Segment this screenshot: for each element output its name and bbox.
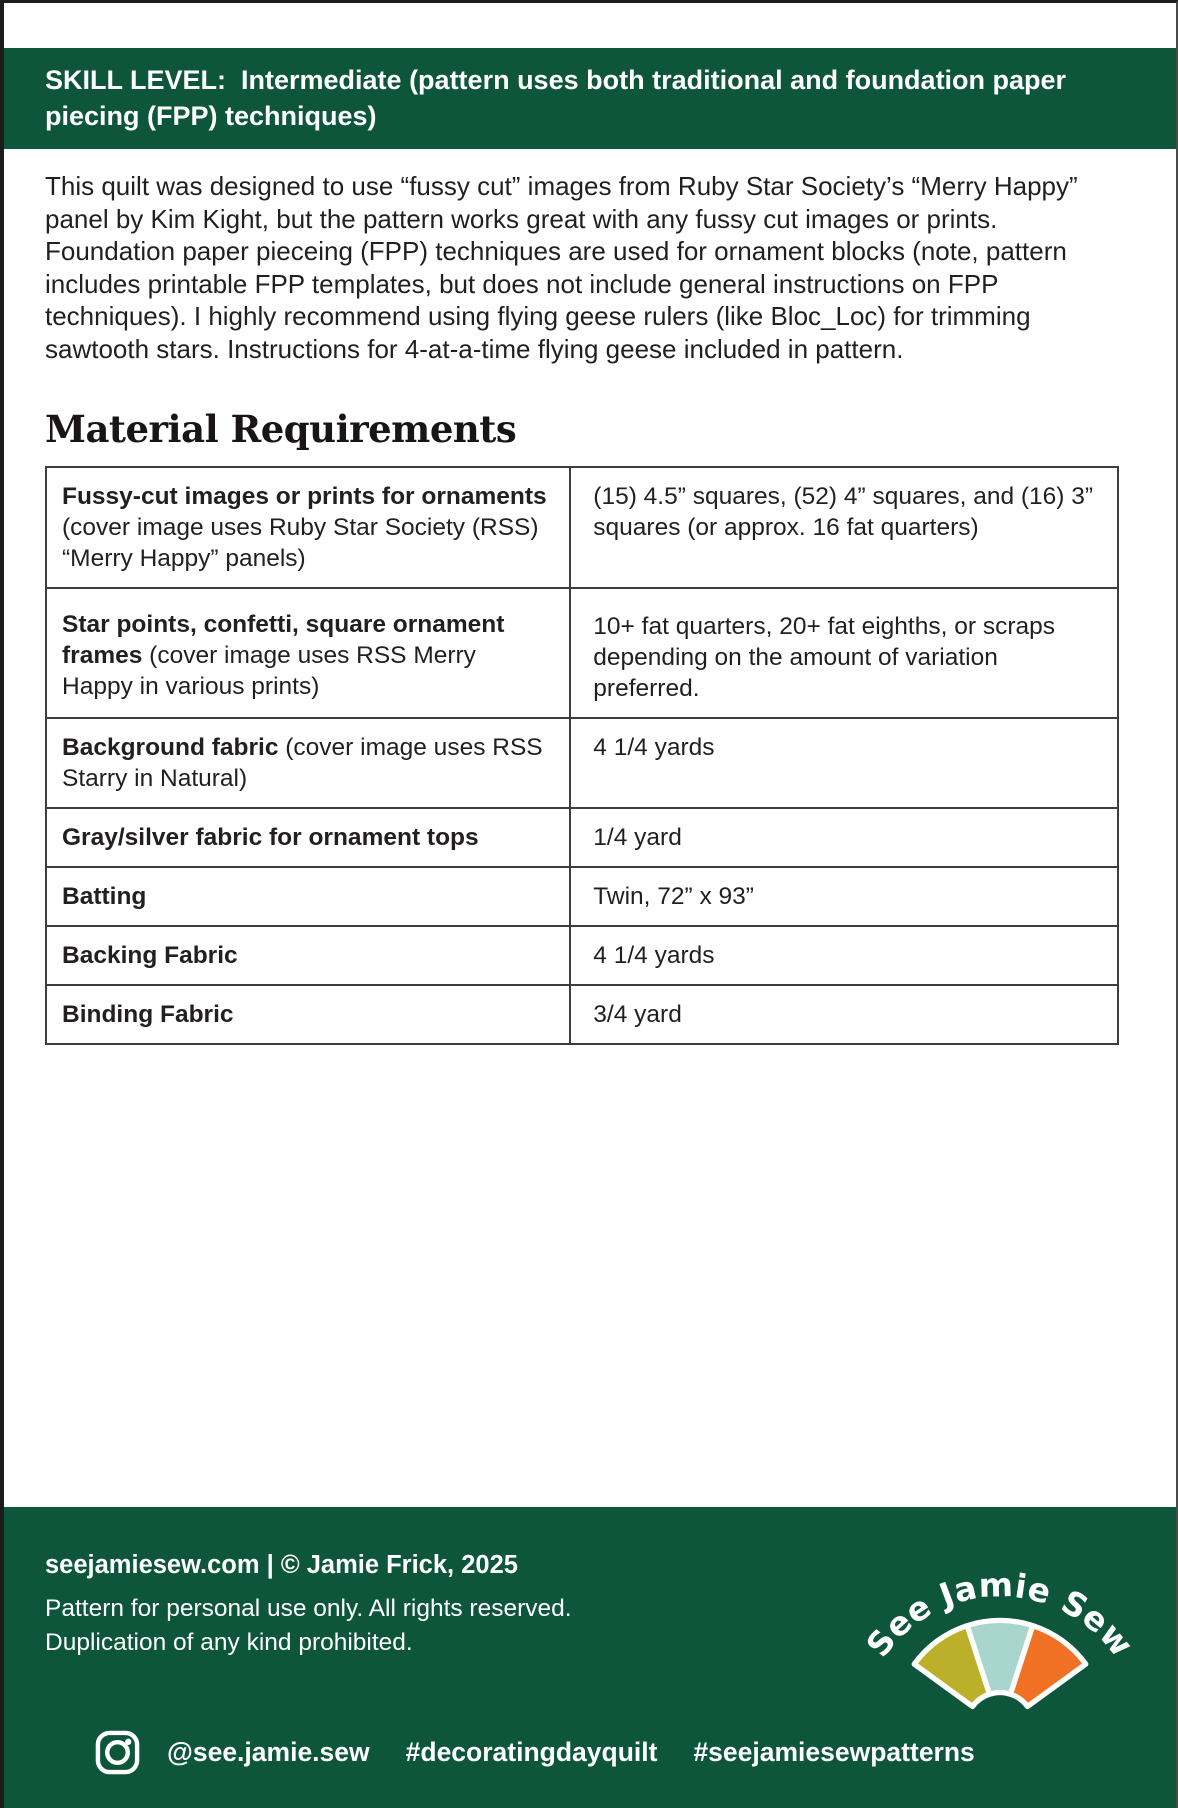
footer-duplication-line: Duplication of any kind prohibited. — [45, 1629, 413, 1656]
material-item-cell — [47, 719, 571, 807]
material-requirements-heading: Material Requirements — [45, 407, 517, 451]
footer-text-block — [45, 1551, 572, 1660]
material-qty-cell: 1/4 yard — [593, 824, 682, 851]
table-row — [47, 468, 1117, 589]
table-row — [47, 809, 1117, 868]
table-row — [47, 589, 1117, 719]
hashtag-decoratingdayquilt: #decoratingdayquilt — [405, 1737, 658, 1767]
hashtag-seejamiesewpatterns: #seejamiesewpatterns — [693, 1737, 975, 1767]
social-row — [94, 1729, 975, 1776]
material-item-note: (cover image uses RSS Merry Happy in various prints) — [62, 642, 476, 700]
material-item-cell — [47, 868, 571, 925]
material-item-name: Fussy-cut images or prints for ornaments — [62, 483, 547, 510]
material-item-cell — [47, 589, 571, 717]
intro-paragraph: This quilt was designed to use “fussy cut” images from Ruby Star Society’s “Merry Happy” panel by Kim Kight, but the pattern works great with any fussy cut images or prints. Foundation paper pieceing (FPP) techniques are used for ornament blocks (note, pattern includes printable FPP templates, but does not include general instructions on FPP techniques). I highly recommend using flying geese rulers (like Bloc_Loc) for trimming sawtooth stars. Instructions for 4-at-a-time flying geese included in pattern. — [45, 171, 1078, 364]
material-item-cell — [47, 986, 571, 1043]
instagram-handle: @see.jamie.sew — [167, 1737, 370, 1767]
top-margin — [4, 3, 1176, 48]
material-qty-cell: Twin, 72” x 93” — [593, 883, 754, 910]
material-qty-cell: 4 1/4 yards — [593, 942, 715, 969]
footer-rights-line: Pattern for personal use only. All rights reserved. — [45, 1595, 572, 1622]
material-qty-cell: 3/4 yard — [593, 1001, 682, 1028]
material-item-name: Star points, confetti, square ornament frames — [62, 611, 505, 669]
see-jamie-sew-logo — [854, 1525, 1146, 1737]
material-item-name: Binding Fabric — [62, 1001, 234, 1028]
table-row — [47, 868, 1117, 927]
footer-website-copyright: seejamiesew.com | © Jamie Frick, 2025 — [45, 1551, 518, 1579]
material-qty-cell: 10+ fat quarters, 20+ fat eighths, or scraps depending on the amount of variation preferred. — [593, 613, 1055, 702]
material-qty-cell: 4 1/4 yards — [593, 734, 715, 761]
material-item-cell — [47, 468, 571, 587]
material-item-cell — [47, 927, 571, 984]
table-row — [47, 719, 1117, 809]
material-item-note: (cover image uses Ruby Star Society (RSS) “Merry Happy” panels) — [62, 514, 539, 572]
instagram-icon — [94, 1729, 141, 1776]
skill-level-banner: SKILL LEVEL: Intermediate (pattern uses both traditional and foundation paper piecing (FPP) techniques) — [4, 48, 1176, 149]
material-item-name: Gray/silver fabric for ornament tops — [62, 824, 479, 851]
material-item-note: (cover image uses RSS Starry in Natural) — [62, 734, 543, 792]
material-item-name: Background fabric — [62, 734, 279, 761]
footer — [4, 1507, 1176, 1808]
table-row — [47, 986, 1117, 1043]
material-qty-cell: (15) 4.5” squares, (52) 4” squares, and (16) 3” squares (or approx. 16 fat quarters) — [593, 483, 1094, 541]
material-item-cell — [47, 809, 571, 866]
material-item-name: Batting — [62, 883, 147, 910]
logo-arched-text: See Jamie Sew — [859, 1565, 1141, 1665]
material-item-name: Backing Fabric — [62, 942, 238, 969]
materials-table — [45, 466, 1119, 1045]
table-row — [47, 927, 1117, 986]
